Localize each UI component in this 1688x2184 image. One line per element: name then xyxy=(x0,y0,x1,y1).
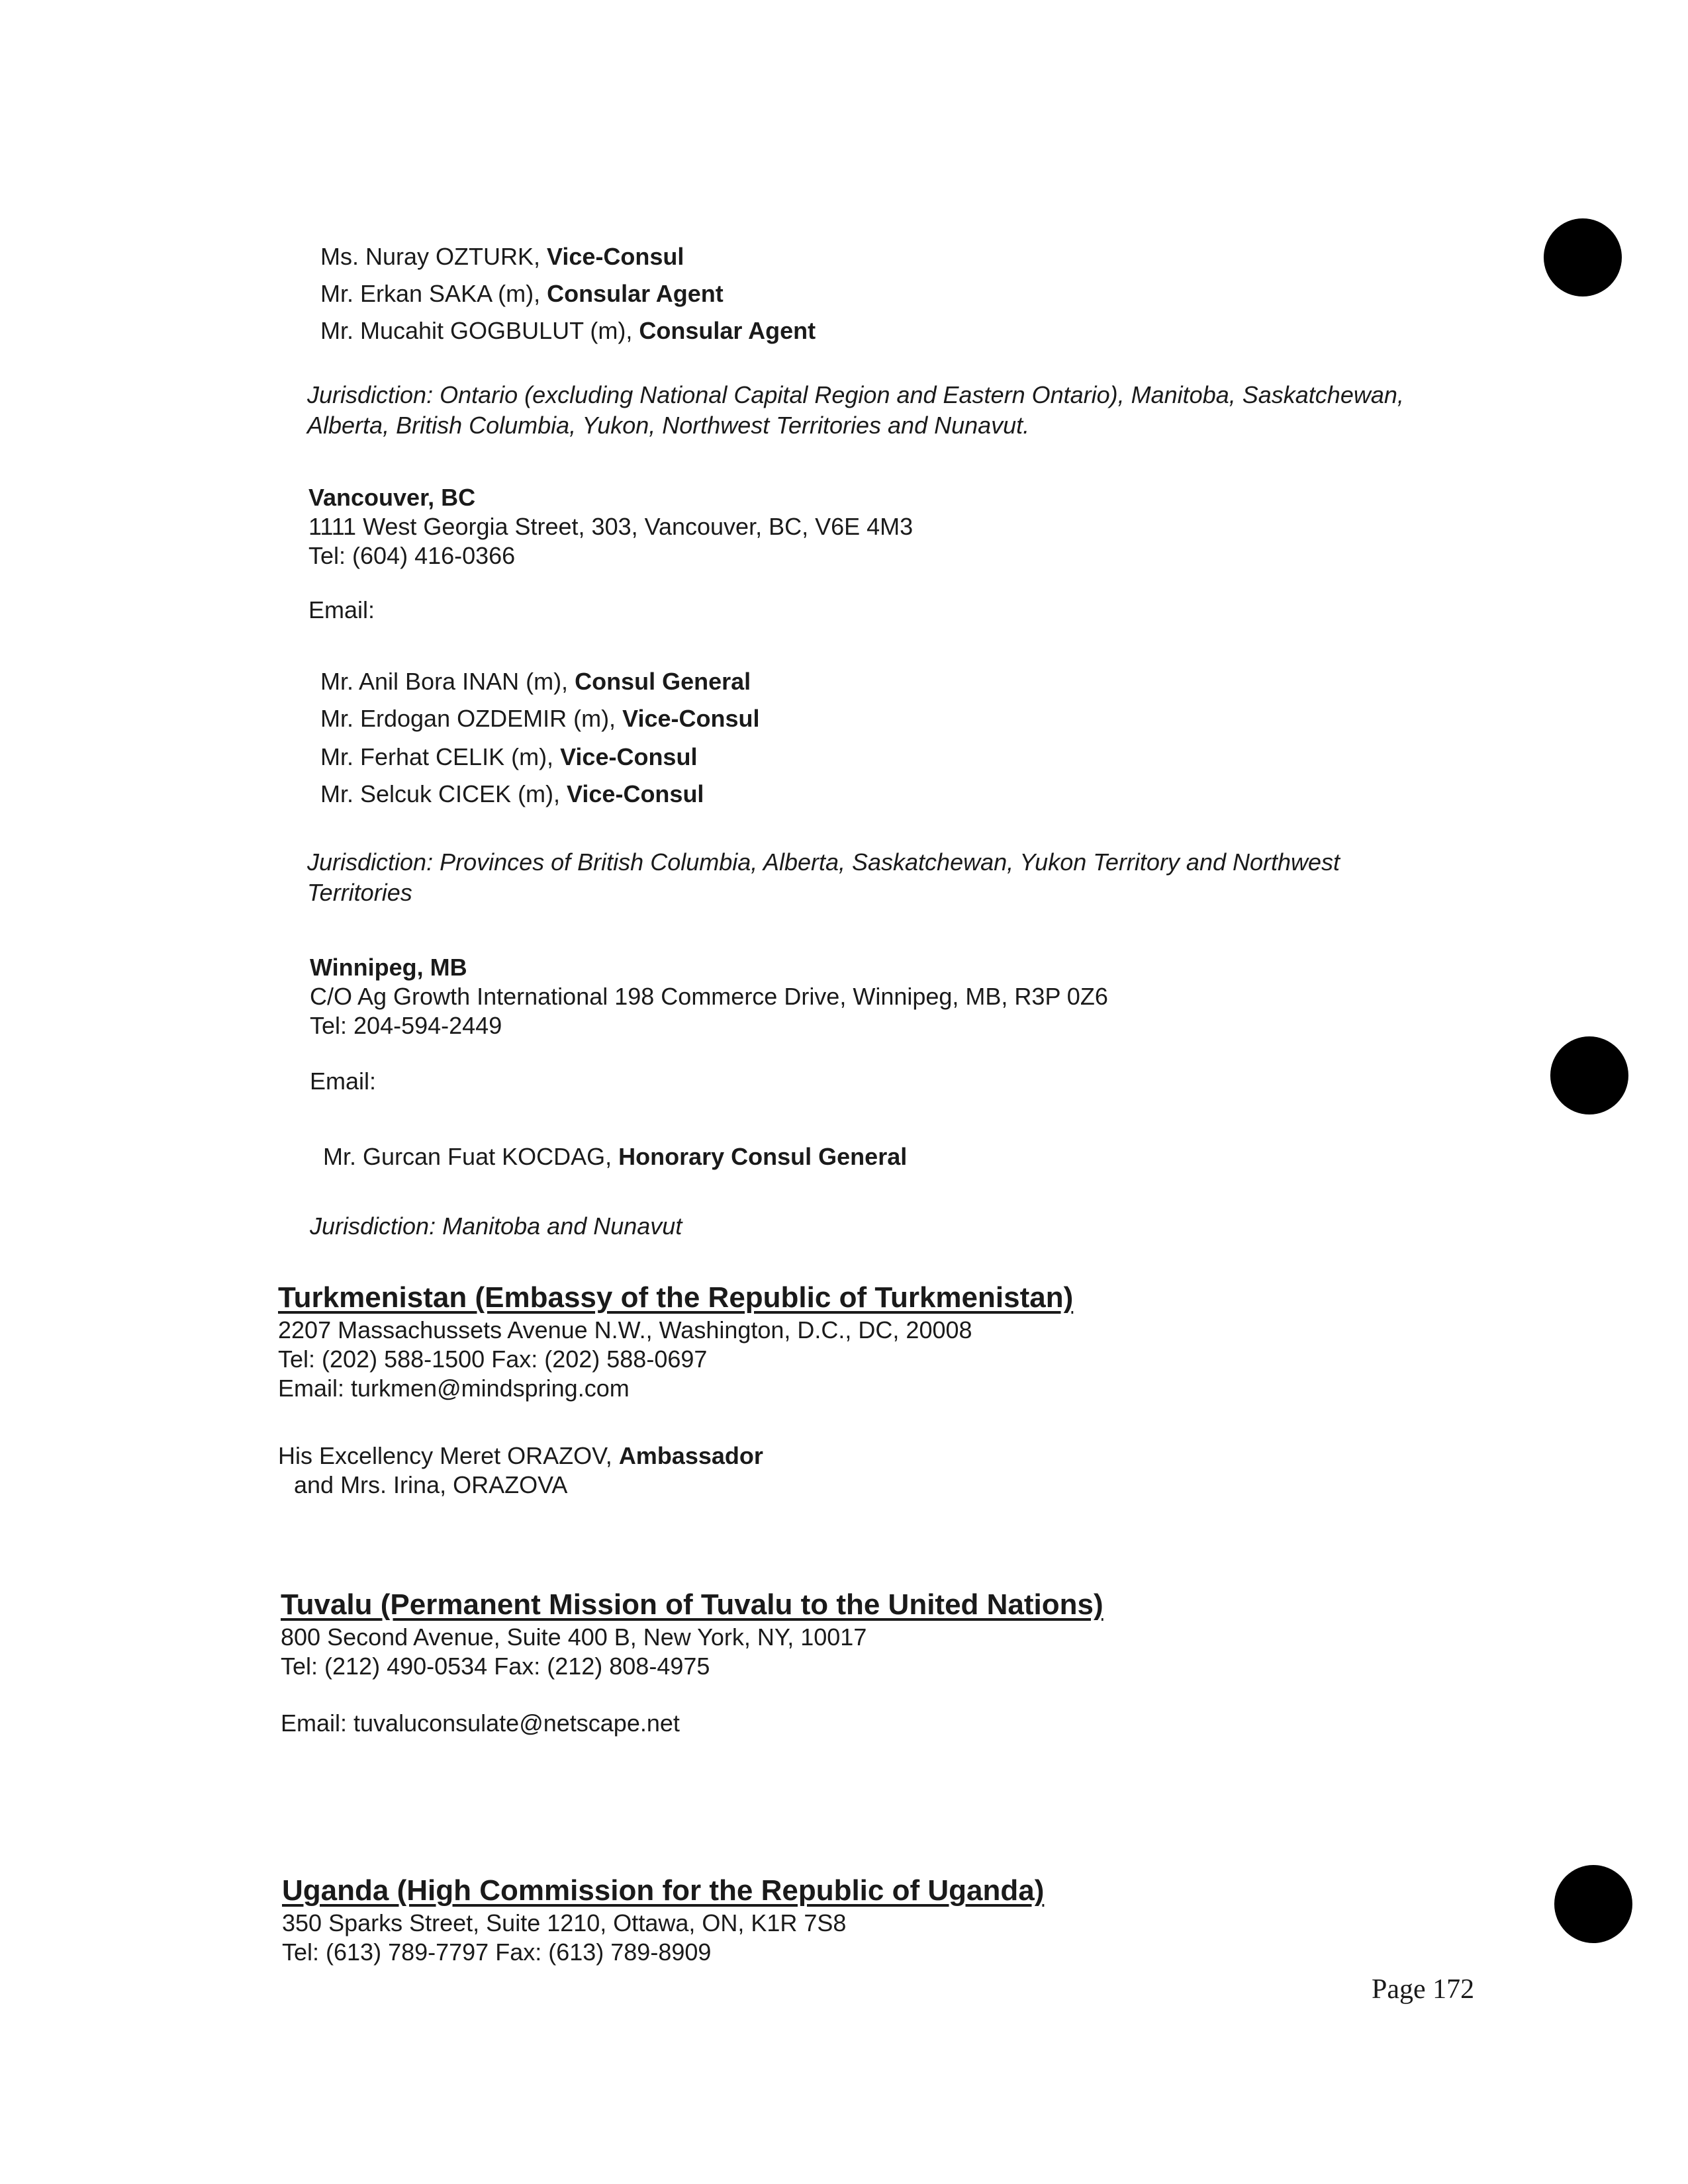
official-entry xyxy=(320,704,759,733)
binder-hole-middle xyxy=(1550,1036,1628,1115)
mission-tel-fax: Tel: (202) 588-1500 Fax: (202) 588-0697 xyxy=(278,1345,708,1373)
official-title: Vice-Consul xyxy=(567,780,704,807)
official-title: Honorary Consul General xyxy=(618,1143,908,1170)
jurisdiction-note xyxy=(307,847,1432,908)
official-entry xyxy=(320,242,684,271)
official-name: Ms. Nuray OZTURK, xyxy=(320,243,547,270)
official-name: Mr. Ferhat CELIK (m), xyxy=(320,743,561,770)
jurisdiction-label: Jurisdiction: xyxy=(307,848,434,876)
consulate-email: Email: xyxy=(308,596,375,623)
page-number: Page 172 xyxy=(1372,1974,1475,2005)
official-title: Vice-Consul xyxy=(560,743,698,770)
jurisdiction-label: Jurisdiction: xyxy=(310,1212,436,1240)
mission-tel-fax: Tel: (212) 490-0534 Fax: (212) 808-4975 xyxy=(281,1653,710,1680)
official-entry xyxy=(320,743,697,772)
jurisdiction-note xyxy=(310,1211,1435,1242)
official-entry xyxy=(320,667,751,696)
mission-address: 2207 Massachussets Avenue N.W., Washington, D.C., DC, 20008 xyxy=(278,1316,972,1343)
jurisdiction-text: Manitoba and Nunavut xyxy=(436,1212,682,1240)
official-title: Vice-Consul xyxy=(622,705,760,732)
official-entry xyxy=(320,316,816,345)
official-name: Mr. Erkan SAKA (m), xyxy=(320,280,547,307)
jurisdiction-text: Provinces of British Columbia, Alberta, Saskatchewan, Yukon Territory and Northwest Territories xyxy=(307,848,1340,906)
official-title: Consular Agent xyxy=(547,280,724,307)
jurisdiction-label: Jurisdiction: xyxy=(307,381,434,408)
consulate-email: Email: xyxy=(310,1068,377,1095)
mission-email: Email: turkmen@mindspring.com xyxy=(278,1375,630,1402)
official-entry xyxy=(320,279,724,308)
binder-hole-top xyxy=(1544,218,1622,296)
official-name: Mr. Anil Bora INAN (m), xyxy=(320,668,575,695)
official-name: Mr. Erdogan OZDEMIR (m), xyxy=(320,705,623,732)
mission-email: Email: tuvaluconsulate@netscape.net xyxy=(281,1709,680,1737)
consulate-city: Winnipeg, MB xyxy=(310,954,467,981)
country-heading: Turkmenistan (Embassy of the Republic of Turkmenistan) xyxy=(278,1281,1074,1314)
jurisdiction-note xyxy=(307,380,1432,441)
mission-address: 350 Sparks Street, Suite 1210, Ottawa, ON, K1R 7S8 xyxy=(282,1909,847,1936)
official-name: Mr. Mucahit GOGBULUT (m), xyxy=(320,317,639,344)
country-heading: Uganda (High Commission for the Republic of Uganda) xyxy=(282,1874,1045,1907)
mission-tel-fax: Tel: (613) 789-7797 Fax: (613) 789-8909 xyxy=(282,1938,712,1966)
official-title: Vice-Consul xyxy=(547,243,684,270)
official-name: His Excellency Meret ORAZOV, xyxy=(278,1442,619,1469)
consulate-city: Vancouver, BC xyxy=(308,484,476,511)
consulate-tel: Tel: 204-594-2449 xyxy=(310,1012,502,1039)
consulate-address: 1111 West Georgia Street, 303, Vancouver, BC, V6E 4M3 xyxy=(308,513,914,540)
consulate-address: C/O Ag Growth International 198 Commerce Drive, Winnipeg, MB, R3P 0Z6 xyxy=(310,983,1108,1010)
consulate-tel: Tel: (604) 416-0366 xyxy=(308,542,516,569)
official-title: Consul General xyxy=(575,668,751,695)
mission-address: 800 Second Avenue, Suite 400 B, New York, NY, 10017 xyxy=(281,1623,867,1651)
official-title: Ambassador xyxy=(618,1442,763,1469)
binder-hole-bottom xyxy=(1554,1865,1632,1943)
official-entry xyxy=(323,1142,907,1171)
official-title: Consular Agent xyxy=(639,317,816,344)
country-heading: Tuvalu (Permanent Mission of Tuvalu to the United Nations) xyxy=(281,1588,1103,1621)
official-entry xyxy=(320,780,704,809)
official-name: Mr. Gurcan Fuat KOCDAG, xyxy=(323,1143,619,1170)
official-spouse: and Mrs. Irina, ORAZOVA xyxy=(294,1471,568,1498)
official-name: Mr. Selcuk CICEK (m), xyxy=(320,780,567,807)
jurisdiction-text: Ontario (excluding National Capital Region and Eastern Ontario), Manitoba, Saskatchewan, Alberta, British Columbia, Yukon, Northwest Territories and Nunavut. xyxy=(307,381,1404,439)
official-entry xyxy=(278,1441,763,1471)
